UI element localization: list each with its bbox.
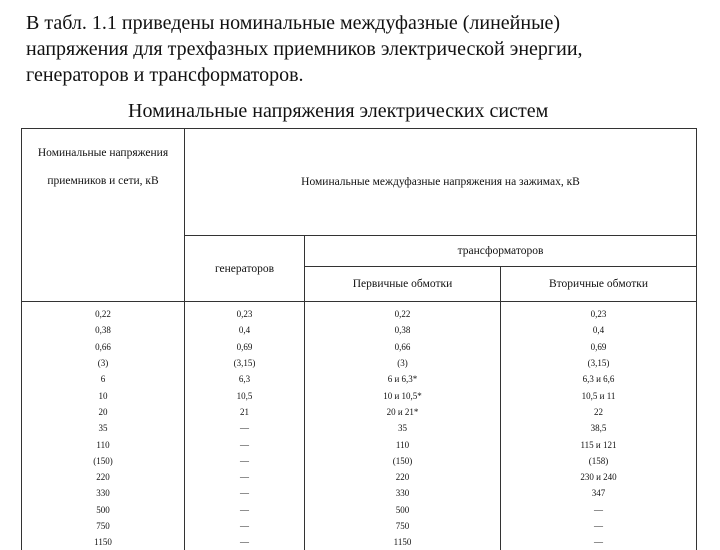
table-cell: 0,22: [305, 302, 501, 323]
table-cell: 0,23: [501, 302, 697, 323]
table-row: [22, 534, 697, 550]
table-cell: 110: [305, 436, 501, 452]
table-cell: —: [501, 502, 697, 518]
table-cell: 0,4: [185, 322, 305, 338]
voltage-table: [21, 128, 697, 550]
intro-line-3: генераторов и трансформаторов.: [26, 62, 706, 88]
table-cell: 347: [501, 485, 697, 501]
table-cell: —: [185, 534, 305, 550]
table-row: [22, 453, 697, 469]
table-row: [22, 371, 697, 387]
table-cell: 330: [305, 485, 501, 501]
table-cell: 0,23: [185, 302, 305, 323]
table-cell: 6,3 и 6,6: [501, 371, 697, 387]
header-consumers-line1: Номинальные напряжения: [22, 139, 184, 167]
table-cell: —: [185, 469, 305, 485]
table-cell: (150): [305, 453, 501, 469]
table-cell: 230 и 240: [501, 469, 697, 485]
table-row: [22, 469, 697, 485]
header-main: Номинальные междуфазные напряжения на зажимах, кВ: [185, 129, 697, 236]
table-row: [22, 302, 697, 323]
table-cell: 750: [305, 518, 501, 534]
intro-line-1: В табл. 1.1 приведены номинальные междуфазные (линейные): [26, 10, 706, 36]
table-cell: —: [185, 453, 305, 469]
table-cell: 1150: [305, 534, 501, 550]
table-cell: 0,22: [22, 302, 185, 323]
table-cell: 22: [501, 404, 697, 420]
table-row: [22, 339, 697, 355]
table-body: [22, 302, 697, 550]
table-cell: —: [501, 534, 697, 550]
table-row: [22, 387, 697, 403]
table-cell: 500: [22, 502, 185, 518]
table-cell: 10: [22, 387, 185, 403]
table-row: [22, 322, 697, 338]
table-cell: 0,38: [305, 322, 501, 338]
table-cell: —: [185, 436, 305, 452]
table-cell: 500: [305, 502, 501, 518]
table-cell: 220: [22, 469, 185, 485]
table-cell: 38,5: [501, 420, 697, 436]
table-row: [22, 355, 697, 371]
table-cell: (3): [305, 355, 501, 371]
table-cell: 6,3: [185, 371, 305, 387]
table-cell: 10 и 10,5*: [305, 387, 501, 403]
header-primary: Первичные обмотки: [305, 267, 501, 302]
table-row: [22, 436, 697, 452]
table-cell: 750: [22, 518, 185, 534]
table-cell: 0,4: [501, 322, 697, 338]
table-cell: 21: [185, 404, 305, 420]
table-cell: (150): [22, 453, 185, 469]
table-title: Номинальные напряжения электрических систем: [128, 98, 548, 124]
table-cell: (3,15): [501, 355, 697, 371]
table-cell: 220: [305, 469, 501, 485]
table-row: [22, 518, 697, 534]
header-consumers: [22, 129, 185, 302]
table-cell: —: [185, 485, 305, 501]
table-cell: —: [185, 518, 305, 534]
header-consumers-line2: приемников и сети, кВ: [22, 167, 184, 195]
table-cell: (158): [501, 453, 697, 469]
table-cell: 1150: [22, 534, 185, 550]
intro-line-2: напряжения для трехфазных приемников электрической энергии,: [26, 36, 706, 62]
header-generators: генераторов: [185, 236, 305, 302]
table-row: [22, 502, 697, 518]
table-cell: (3,15): [185, 355, 305, 371]
table-cell: 0,69: [501, 339, 697, 355]
table-cell: 330: [22, 485, 185, 501]
table-cell: 115 и 121: [501, 436, 697, 452]
table-cell: —: [501, 518, 697, 534]
table-cell: 0,69: [185, 339, 305, 355]
table-cell: 0,66: [305, 339, 501, 355]
table-cell: 110: [22, 436, 185, 452]
table-cell: 20 и 21*: [305, 404, 501, 420]
header-transformers: трансформаторов: [305, 236, 697, 267]
table-cell: 35: [305, 420, 501, 436]
table-cell: 0,38: [22, 322, 185, 338]
table-cell: 6: [22, 371, 185, 387]
table-cell: —: [185, 502, 305, 518]
table-row: [22, 404, 697, 420]
table-cell: 35: [22, 420, 185, 436]
table-cell: (3): [22, 355, 185, 371]
header-secondary: Вторичные обмотки: [501, 267, 697, 302]
table-cell: —: [185, 420, 305, 436]
table-row: [22, 420, 697, 436]
table-cell: 6 и 6,3*: [305, 371, 501, 387]
table-cell: 10,5 и 11: [501, 387, 697, 403]
table-cell: 10,5: [185, 387, 305, 403]
table-row: [22, 485, 697, 501]
table-cell: 0,66: [22, 339, 185, 355]
table-cell: 20: [22, 404, 185, 420]
